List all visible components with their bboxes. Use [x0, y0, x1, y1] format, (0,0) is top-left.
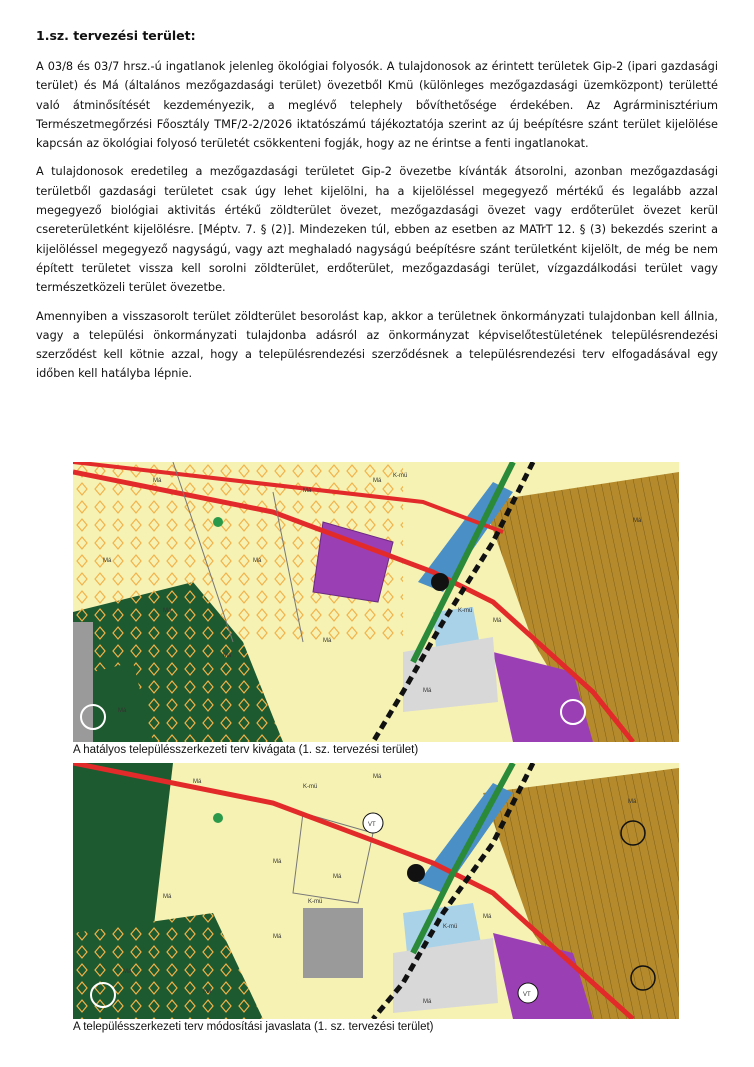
map-proposed-plan-image [73, 763, 679, 1019]
map-label: VT [368, 822, 376, 828]
map-label: Má [323, 638, 332, 644]
map-label: Má [203, 989, 212, 995]
map-label: Má [273, 934, 282, 940]
map-label: Má [303, 488, 312, 494]
map-label: Má [333, 874, 342, 880]
figure-caption-2: A településszerkezeti terv módosítási javaslata (1. sz. tervezési terület) [73, 1021, 434, 1033]
map-label: K-mü [458, 608, 473, 614]
map-label: Má [373, 478, 382, 484]
map-label: Má [123, 969, 132, 975]
map-current-plan [73, 462, 679, 742]
document-page [36, 18, 718, 393]
map-label: Má [273, 859, 282, 865]
map-label: Má [163, 894, 172, 900]
map-label: Má [633, 518, 642, 524]
map-proposed-plan [73, 763, 679, 1019]
map-label: Má [373, 774, 382, 780]
map-label: Má [628, 799, 637, 805]
map-label: Má [163, 608, 172, 614]
paragraph-1: A 03/8 és 03/7 hrsz.-ú ingatlanok jelenleg ökológiai folyosók. A tulajdonosok az érintett területek Gip-2 (ipari gazdasági terület) és Má (általános mezőgazdasági terület) övezetből Kmü (különleges mezőgazdasági üzemközpont) területté való átminősítését kezdeményezik, a meglévő telephely bővíthetősége érdekében. Az Agrárminisztérium Természetmegőrzési Főosztály TMF/2-2/2026 iktatószámú tájékoztatója szerint az új beépítésre szánt terület kijelölése kapcsán az ökológiai folyosó területét csökkenteni fogják, hogy az ne érintse a fenti ingatlanokat. [36, 60, 718, 151]
map-label: Má [423, 688, 432, 694]
map-label: K-mü [443, 924, 458, 930]
map-label: Má [253, 558, 262, 564]
map-label: Má [423, 999, 432, 1005]
map-label: Má [103, 558, 112, 564]
map-label: Má [493, 618, 502, 624]
map-label: VT [523, 992, 531, 998]
map-label: Má [153, 478, 162, 484]
figure-caption-1: A hatályos településszerkezeti terv kivágata (1. sz. tervezési terület) [73, 744, 419, 756]
map-label: Má [223, 653, 232, 659]
map-label: Má [118, 708, 127, 714]
map-label: K-mü [303, 784, 318, 790]
map-label: Má [483, 914, 492, 920]
map-label: K-mü [393, 473, 408, 479]
section-heading: 1.sz. tervezési terület: [36, 28, 196, 43]
map-current-plan-image [73, 462, 679, 742]
map-label: K-mü [308, 899, 323, 905]
map-label: Má [193, 779, 202, 785]
paragraph-3: Amennyiben a visszasorolt terület zöldterület besorolást kap, akkor a területnek önkormányzati tulajdonban kell állnia, vagy a települési önkormányzati tulajdonba adásról az önkormányzat képviselőtestületének településrendezési szerződést kell kötnie azzal, hogy a településrendezési szerződésnek a településrendezési terv elfogadásával egy időben kell hatályba lépnie. [36, 309, 718, 381]
paragraph-2: A tulajdonosok eredetileg a mezőgazdasági területet Gip-2 övezetbe kívánták átsorolni, azonban mezőgazdasági területből gazdasági területet csak úgy lehet kijelölni, ha a kijelöléssel megegyező mértékű és legalább azzal megegyező biológiai aktivitás értékű zöldterület övezet, mezőgazdasági övezet vagy erdőterület övezet kerül csereterületként kijelölésre. [Méptv. 7. § (2)]. Mindezeken túl, ebben az esetben az MATrT 12. § (3) bekezdés szerint a kijelöléssel megegyező nagyságú, vagy azt meghaladó nagyságú beépítésre szánt területként kijelölt, de még be nem épített területet vissza kell sorolni zöldterület, erdőterület, mezőgazdasági terület, vízgazdálkodási terület vagy természetközeli terület övezetbe. [36, 165, 718, 295]
